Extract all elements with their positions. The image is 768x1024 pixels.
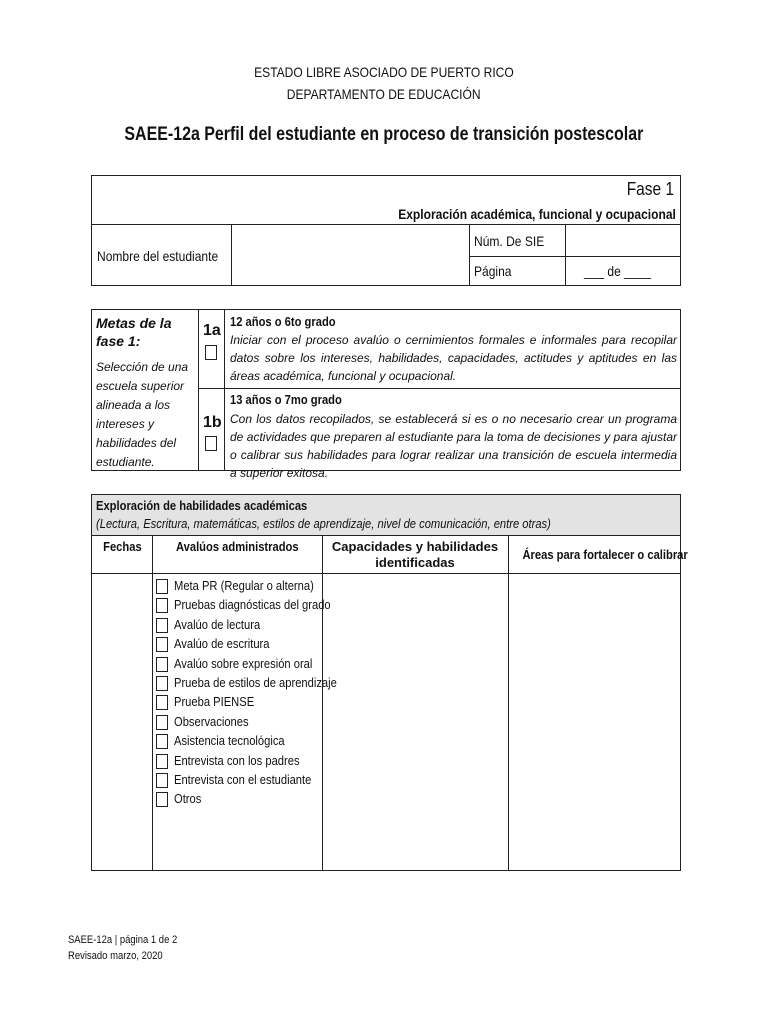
checklist-item-label: Observaciones: [174, 713, 249, 729]
checkbox[interactable]: [156, 734, 168, 749]
checklist-item-label: Prueba PIENSE: [174, 694, 255, 710]
goal-1a-checkbox[interactable]: [205, 345, 217, 360]
column-header-dates: Fechas: [102, 539, 142, 554]
checklist-item-label: Asistencia tecnológica: [174, 733, 285, 749]
student-info-box: [91, 175, 681, 286]
divider: [198, 388, 680, 389]
goal-1a-text: Iniciar con el proceso avalúo o cernimientos formales e informales para recopilar datos sobre los intereses, habilidades, capacidades, actitudes y aptitudes en las áreas académica, funcional y ocupacional.: [230, 333, 677, 383]
checklist-item-label: Otros: [174, 791, 202, 807]
sie-number-label: Núm. De SIE: [474, 233, 545, 249]
goal-1a-heading: 12 años o 6to grado: [230, 314, 336, 329]
header-line-2: DEPARTAMENTO DE EDUCACIÓN: [287, 86, 481, 102]
phase-goals-box: [91, 309, 681, 480]
footer-revision: Revisado marzo, 2020: [68, 950, 163, 962]
checklist-item-label: Pruebas diagnósticas del grado: [174, 597, 331, 613]
checkbox[interactable]: [156, 754, 168, 769]
divider: [224, 310, 225, 470]
divider: [92, 535, 680, 536]
dates-field[interactable]: [93, 574, 152, 870]
student-name-label: Nombre del estudiante: [97, 248, 219, 264]
checkbox[interactable]: [156, 792, 168, 807]
page-label: Página: [474, 263, 512, 279]
capabilities-field[interactable]: [323, 574, 508, 870]
checklist-item-label: Entrevista con los padres: [174, 752, 300, 768]
checklist-item-label: Avalúo de escritura: [174, 636, 270, 652]
sie-number-field[interactable]: [566, 225, 680, 256]
academic-skills-table: [91, 494, 688, 871]
header-line-1: ESTADO LIBRE ASOCIADO DE PUERTO RICO: [254, 64, 514, 80]
checkbox[interactable]: [156, 773, 168, 788]
checklist-item-label: Entrevista con el estudiante: [174, 771, 312, 787]
checkbox[interactable]: [156, 715, 168, 730]
goals-title: Metas de la fase 1:: [96, 315, 172, 349]
section-title: Exploración de habilidades académicas: [96, 498, 308, 513]
student-name-field[interactable]: [232, 225, 469, 285]
divider: [152, 535, 153, 870]
checkbox[interactable]: [156, 676, 168, 691]
checkbox[interactable]: [156, 695, 168, 710]
form-title: SAEE-12a Perfil del estudiante en proceso de transición postescolar: [124, 124, 644, 145]
checkbox[interactable]: [156, 657, 168, 672]
divider: [469, 256, 680, 257]
checklist-item-label: Meta PR (Regular o alterna): [174, 578, 314, 593]
checkbox[interactable]: [156, 579, 168, 594]
goal-1b-heading: 13 años o 7mo grado: [230, 392, 342, 407]
checkbox[interactable]: [156, 618, 168, 633]
goal-1b-text: Con los datos recopilados, se establecerá si es o no necesario crear un programa de actividades que preparen al estudiante para la toma de decisiones y para ajustar o calibrar sus habilidades para lograr realizar una transición de escuela intermedia a superior exitosa.: [230, 412, 677, 480]
phase-subtitle: Exploración académica, funcional y ocupacional: [398, 206, 676, 222]
divider: [198, 310, 199, 470]
checklist-item-label: Avalúo sobre expresión oral: [174, 655, 313, 671]
column-header-areas: Áreas para fortalecer o calibrar: [522, 547, 688, 562]
areas-field[interactable]: [509, 574, 680, 870]
goal-1b-checkbox[interactable]: [205, 436, 217, 451]
divider: [469, 224, 470, 285]
checkbox[interactable]: [156, 637, 168, 652]
section-subtitle: (Lectura, Escritura, matemáticas, estilos de aprendizaje, nivel de comunicación, entre otras): [96, 516, 551, 531]
goals-description: Selección de una escuela superior alineada a los intereses y habilidades del estudiante.: [96, 360, 189, 469]
checklist-item-label: Prueba de estilos de aprendizaje: [174, 674, 337, 690]
footer-page-info: SAEE-12a | página 1 de 2: [68, 934, 178, 946]
goal-code-1a: 1a: [203, 322, 221, 339]
checkbox[interactable]: [156, 598, 168, 613]
phase-label: Fase 1: [626, 179, 674, 199]
checklist-item-label: Avalúo de lectura: [174, 616, 261, 632]
goal-code-1b: 1b: [203, 414, 222, 431]
page-number-field[interactable]: ___ de ____: [584, 263, 651, 279]
column-header-capabilities: Capacidades y habilidades identificadas: [331, 539, 499, 570]
column-header-assessments: Avalúos administrados: [176, 539, 299, 554]
